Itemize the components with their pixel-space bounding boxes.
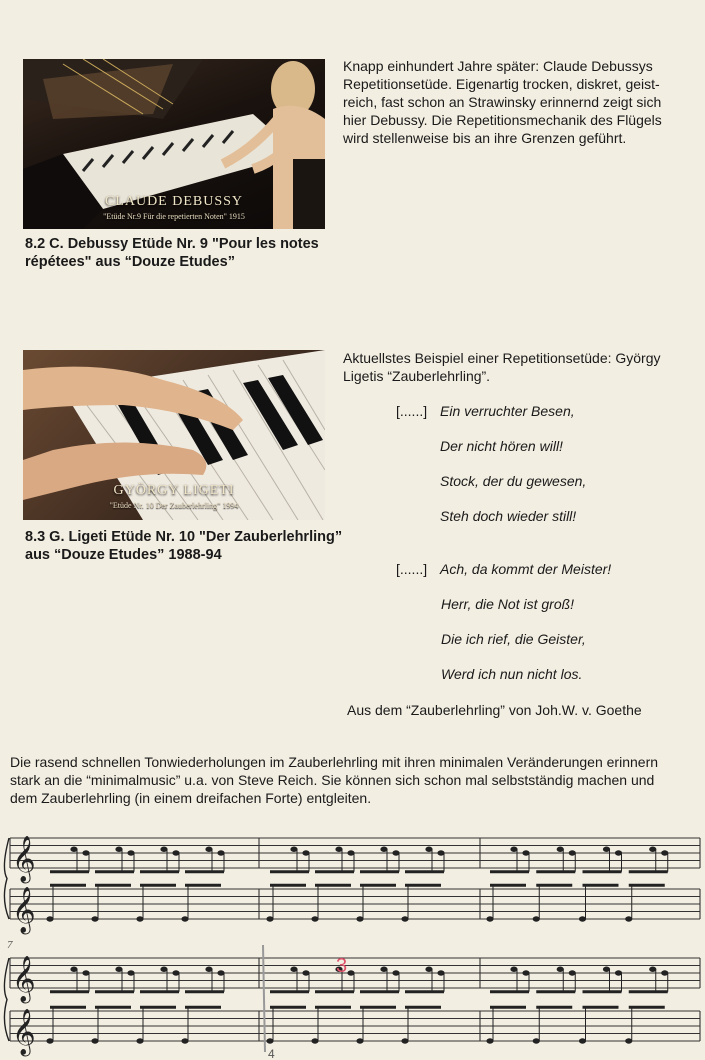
debussy-caption-line2: répétees" aus “Douze Etudes” bbox=[25, 254, 235, 270]
paragraph-line: Die rasend schnellen Tonwiederholungen im Zauberlehrling mit ihren minimalen Veränderungen erinnern bbox=[10, 754, 659, 770]
ligeti-caption-line2: aus “Douze Etudes” 1988-94 bbox=[25, 547, 222, 563]
paragraph-line: dem Zauberlehrling (in einem dreifachen Forte) entgleiten. bbox=[10, 790, 372, 806]
ligeti-caption-line1: 8.3 G. Ligeti Etüde Nr. 10 "Der Zauberlehrling” bbox=[25, 529, 343, 545]
poem-line: Steh doch wieder still! bbox=[440, 508, 577, 524]
debussy-photo-subtitle: "Etüde Nr.9 Für die repetierten Noten" 1915 bbox=[103, 212, 245, 221]
debussy-description bbox=[343, 57, 693, 147]
debussy-caption-line1: 8.2 C. Debussy Etüde Nr. 9 "Pour les notes bbox=[25, 236, 319, 252]
poem-line: Der nicht hören will! bbox=[440, 438, 563, 454]
poem-line: Ein verruchter Besen, bbox=[440, 403, 575, 419]
minimal-music-paragraph bbox=[10, 753, 700, 807]
treble-clef: 𝄞 bbox=[12, 836, 36, 882]
stanza2-ellipsis: [......] bbox=[396, 561, 428, 577]
ligeti-intro-line2: Ligetis “Zauberlehrling”. bbox=[343, 368, 491, 384]
debussy-text-line: Repetitionsetüde. Eigenartig trocken, diskret, geist- bbox=[343, 76, 660, 92]
poem-line: Stock, der du gewesen, bbox=[440, 473, 587, 489]
poem-source: Aus dem “Zauberlehrling” von Joh.W. v. Goethe bbox=[347, 702, 642, 718]
fingering-4: 4 bbox=[268, 1047, 275, 1060]
debussy-text-line: Knapp einhundert Jahre später: Claude Debussys bbox=[343, 58, 653, 74]
measure-number: 7 bbox=[7, 939, 13, 951]
ligeti-caption bbox=[25, 528, 355, 564]
ligeti-photo-title: GYÖRGY LIGETI bbox=[113, 483, 235, 498]
stanza1-ellipsis: [......] bbox=[396, 403, 428, 419]
poem-line: Herr, die Not ist groß! bbox=[441, 596, 575, 612]
staff-brace bbox=[4, 958, 9, 1041]
debussy-photo bbox=[23, 59, 325, 229]
fingering-3: 3 bbox=[336, 955, 348, 977]
staff-brace bbox=[4, 838, 9, 919]
debussy-text-line: hier Debussy. Die Repetitionsmechanik des Flügels bbox=[343, 112, 662, 128]
debussy-caption bbox=[25, 235, 345, 271]
debussy-text-line: wird stellenweise bis an ihre Grenzen geführt. bbox=[343, 130, 627, 146]
ligeti-photo-subtitle: "Etüde Nr. 10 Der Zauberlehrling" 1994 bbox=[109, 501, 239, 510]
treble-clef: 𝄞 bbox=[12, 956, 36, 1002]
ligeti-photo bbox=[23, 350, 325, 520]
poem-line: Die ich rief, die Geister, bbox=[441, 631, 586, 647]
poem-line: Ach, da kommt der Meister! bbox=[440, 561, 612, 577]
treble-clef: 𝄞 bbox=[12, 887, 36, 933]
poem-line: Werd ich nun nicht los. bbox=[441, 666, 583, 682]
pencil-mark bbox=[263, 945, 265, 1052]
music-score bbox=[0, 830, 705, 1060]
treble-clef: 𝄞 bbox=[12, 1009, 36, 1055]
debussy-text-line: reich, fast schon an Strawinsky erinnernd zeigt sich bbox=[343, 94, 662, 110]
debussy-photo-title: CLAUDE DEBUSSY bbox=[104, 194, 244, 209]
ligeti-intro-line1: Aktuellstes Beispiel einer Repetitionsetüde: György bbox=[343, 350, 661, 366]
paragraph-line: stark an die “minimalmusic” u.a. von Steve Reich. Sie können sich schon mal selbstständig machen und bbox=[10, 772, 655, 788]
ligeti-intro bbox=[343, 349, 693, 385]
